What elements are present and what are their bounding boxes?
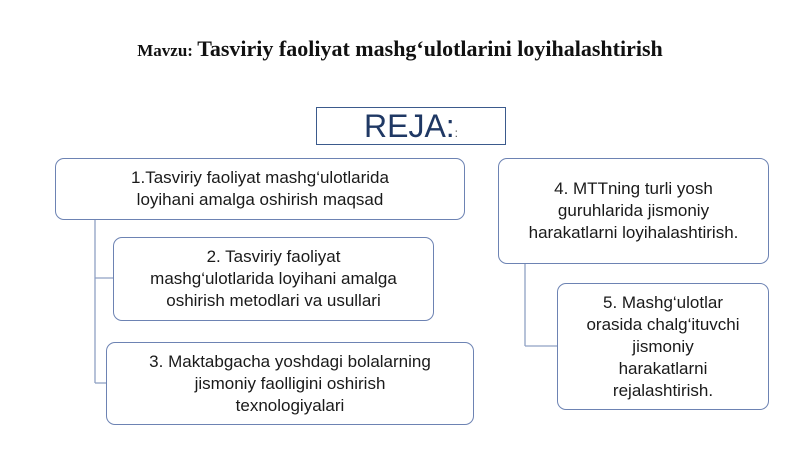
- title-prefix: Mavzu:: [137, 41, 198, 60]
- plan-item-1: [55, 158, 465, 220]
- plan-item-5: [557, 283, 769, 410]
- plan-mark: :: [454, 126, 459, 140]
- item-3-line-3: texnologiyalari: [235, 395, 345, 415]
- item-2-line-1: 2. Tasviriy faoliyat: [206, 247, 341, 266]
- plan-item-4: [498, 158, 769, 264]
- item-3-line-2: jismoniy faolligini oshirish: [194, 373, 386, 393]
- item-2-line-2: mashg‘ulotlarida loyihani amalga: [150, 269, 397, 288]
- item-2-line-3: oshirish metodlari va usullari: [166, 291, 381, 310]
- item-1-line-1: 1.Tasviriy faoliyat mashg‘ulotlarida: [131, 168, 389, 187]
- item-5-line-2: orasida chalg‘ituvchi: [586, 314, 740, 334]
- item-5-line-3: jismoniy: [632, 336, 694, 356]
- plan-item-3: [106, 342, 474, 425]
- item-4-line-3: harakatlarni loyihalashtirish.: [528, 223, 739, 242]
- item-5-line-4: harakatlarni: [618, 358, 708, 378]
- plan-item-2: [113, 237, 434, 321]
- item-4-line-2: guruhlarida jismoniy: [557, 201, 710, 220]
- plan-label: REJA:: [363, 108, 455, 144]
- item-4-line-1: 4. MTTning turli yosh: [554, 179, 713, 198]
- item-1-line-2: loyihani amalga oshirish maqsad: [136, 190, 384, 209]
- item-3-line-1: 3. Maktabgacha yoshdagi bolalarning: [149, 351, 431, 371]
- item-5-line-5: rejalashtirish.: [612, 380, 714, 400]
- item-5-line-1: 5. Mashg‘ulotlar: [602, 292, 723, 312]
- title-main: Tasviriy faoliyat mashg‘ulotlarini loyihalashtirish: [197, 36, 663, 61]
